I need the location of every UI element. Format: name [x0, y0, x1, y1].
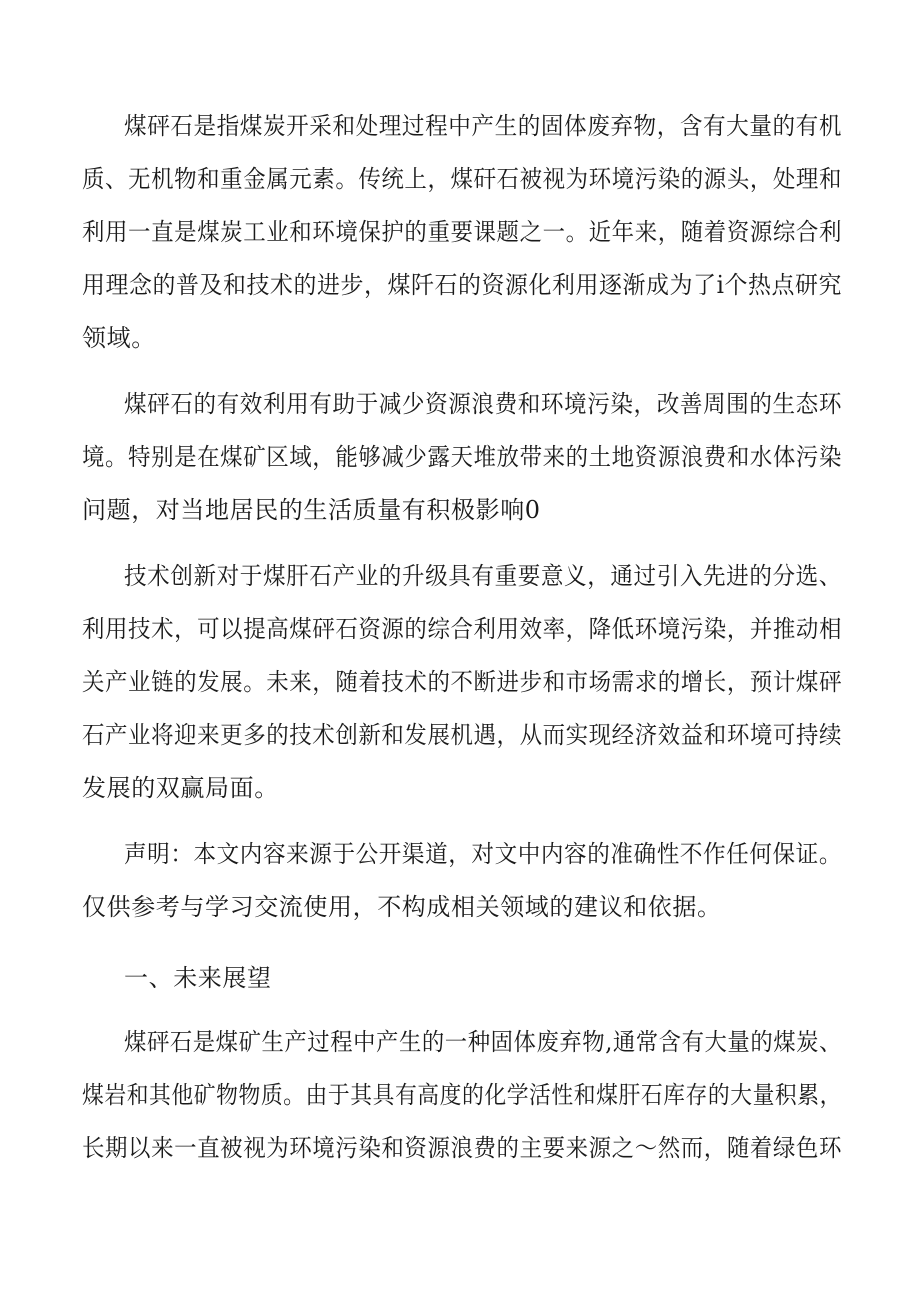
paragraph-intro-line-4: 用理念的普及和技术的进步，煤阡石的资源化利用逐渐成为了i个热点研究 [82, 271, 842, 299]
paragraph-innovation-line-1: 技术创新对于煤肝石产业的升级具有重要意义，通过引入先进的分选、 [124, 562, 842, 590]
paragraph-benefits-line-3: 问题，对当地居民的生活质量有积极影响0 [82, 496, 541, 524]
paragraph-intro-line-3: 利用一直是煤炭工业和环境保护的重要课题之一。近年来，随着资源综合利 [82, 218, 842, 246]
paragraph-innovation-line-5: 发展的双赢局面。 [82, 774, 279, 802]
paragraph-benefits-line-1: 煤砰石的有效利用有助于减少资源浪费和环境污染，改善周围的生态环 [124, 390, 842, 418]
paragraph-intro-line-5: 领域。 [82, 324, 156, 352]
paragraph-disclaimer-line-1: 声明：本文内容来源于公开渠道，对文中内容的准确性不作任何保证。 [124, 840, 842, 868]
paragraph-intro-line-1: 煤砰石是指煤炭开采和处理过程中产生的固体废弃物，含有大量的有机 [124, 112, 842, 140]
paragraph-outlook-line-1: 煤砰石是煤矿生产过程中产生的一种固体废弃物,通常含有大量的煤炭、 [124, 1028, 842, 1056]
section-heading-outlook: 一、未来展望 [124, 964, 272, 992]
paragraph-outlook-line-2: 煤岩和其他矿物物质。由于其具有高度的化学活性和煤肝石库存的大量积累， [82, 1081, 842, 1109]
paragraph-disclaimer-line-2: 仅供参考与学习交流使用，不构成相关领域的建议和依据。 [82, 893, 722, 921]
paragraph-innovation-line-2: 利用技术，可以提高煤砰石资源的综合利用效率，降低环境污染，并推动相 [82, 615, 842, 643]
paragraph-innovation-line-4: 石产业将迎来更多的技术创新和发展机遇，从而实现经济效益和环境可持续 [82, 721, 842, 749]
paragraph-outlook-line-3: 长期以来一直被视为环境污染和资源浪费的主要来源之〜然而，随着绿色环 [82, 1134, 842, 1162]
paragraph-intro-line-2: 质、无机物和重金属元素。传统上，煤矸石被视为环境污染的源头，处理和 [82, 165, 842, 193]
paragraph-innovation-line-3: 关产业链的发展。未来，随着技术的不断进步和市场需求的增长，预计煤砰 [82, 668, 842, 696]
paragraph-benefits-line-2: 境。特别是在煤矿区域，能够减少露天堆放带来的土地资源浪费和水体污染 [82, 443, 842, 471]
